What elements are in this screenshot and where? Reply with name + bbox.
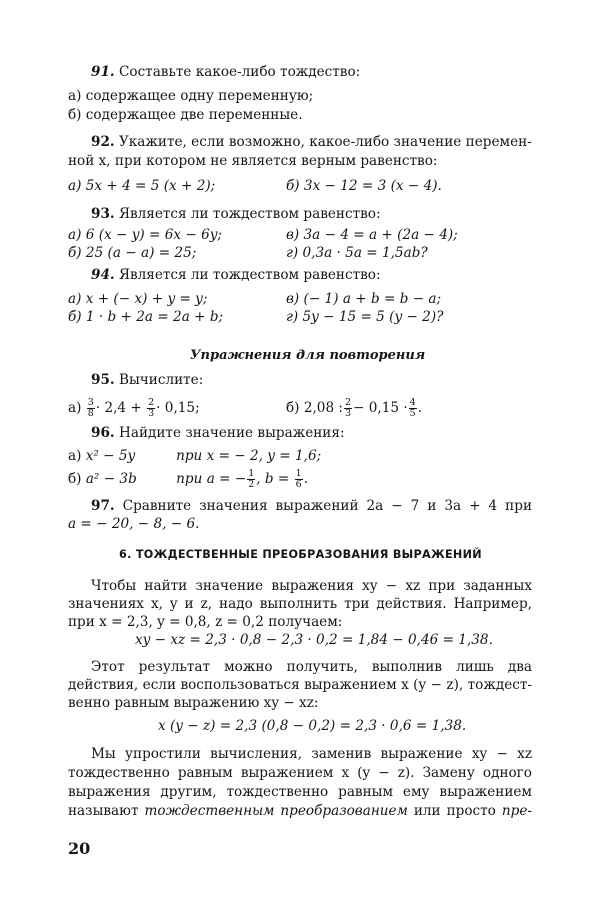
- fraction-denominator: 3: [148, 408, 155, 419]
- problem-96-text: Найдите значение выражения:: [118, 425, 345, 441]
- fraction-2-3: [344, 398, 352, 419]
- section-title: 6. ТОЖДЕСТВЕННЫЕ ПРЕОБРАЗОВАНИЯ ВЫРАЖЕНИЙ: [119, 548, 482, 561]
- problem-91-item-b: б) содержащее две переменные.: [68, 107, 303, 123]
- problem-96-b-condition-b: , b =: [256, 471, 290, 487]
- problem-93-item-g: г) 0,3a · 5a = 1,5ab?: [286, 245, 428, 261]
- fraction-numerator: 1: [295, 468, 302, 479]
- problem-96-b-end: .: [303, 471, 309, 487]
- problem-95-title: [91, 372, 203, 389]
- problem-92-text-line1: Укажите, если возможно, какое-либо значение перемен-: [118, 134, 532, 150]
- problem-94-title: [91, 267, 381, 284]
- problem-91-title: [91, 64, 360, 81]
- fraction-denominator: 2: [248, 479, 255, 490]
- problem-92-number: 92.: [91, 134, 115, 150]
- paragraph-1-line3: при x = 2,3, y = 0,8, z = 0,2 получаем:: [68, 614, 343, 630]
- paragraph-3-line2: тождественно равным выражением x (y − z). Замену одного: [68, 765, 532, 781]
- problem-96-b-label: б): [68, 471, 82, 487]
- paragraph-3-line4-end: пре-: [501, 803, 532, 819]
- problem-97-line1: [91, 498, 532, 515]
- problem-96-b-expression: a² − 3b: [85, 471, 137, 487]
- problem-93-text: Является ли тождеством равенство:: [118, 206, 381, 222]
- paragraph-2-formula: x (y − z) = 2,3 (0,8 − 0,2) = 2,3 · 0,6 = 1,38.: [158, 718, 467, 734]
- paragraph-3-line1: Мы упростили вычисления, заменив выражение xy − xz: [91, 746, 532, 762]
- fraction-denominator: 5: [409, 408, 416, 419]
- review-heading: Упражнения для повторения: [190, 348, 426, 363]
- fraction-numerator: 1: [248, 468, 255, 479]
- problem-95-b-label: б): [286, 400, 300, 416]
- problem-96-a-label: а): [68, 448, 82, 464]
- fraction-numerator: 4: [409, 397, 416, 408]
- problem-94-item-b: б) 1 · b + 2a = 2a + b;: [68, 309, 224, 325]
- problem-97-number: 97.: [91, 498, 115, 514]
- problem-91-text: Составьте какое-либо тождество:: [118, 64, 361, 80]
- problem-95-a-middle: · 2,4 +: [95, 400, 142, 416]
- paragraph-3-line4-start: называют: [68, 803, 139, 819]
- fraction-denominator: 8: [87, 408, 94, 419]
- problem-97-line2: a = − 20, − 8, − 6.: [68, 516, 200, 532]
- problem-93-item-b: б) 25 (a − a) = 25;: [68, 245, 197, 261]
- problem-96-item-b: [68, 466, 308, 492]
- problem-92-item-a: а) 5x + 4 = 5 (x + 2);: [68, 178, 216, 194]
- problem-91-item-a: а) содержащее одну переменную;: [68, 88, 314, 104]
- fraction-3-8: [87, 398, 95, 419]
- fraction-numerator: 2: [345, 397, 352, 408]
- paragraph-2-line3: венно равным выражению xy − xz:: [68, 695, 319, 711]
- paragraph-2-line2: действия, если воспользоваться выражением x (y − z), тождест-: [68, 677, 532, 693]
- problem-95-b-middle: − 0,15 ·: [353, 400, 408, 416]
- problem-95-item-b: [286, 396, 422, 420]
- paragraph-3-line4: [68, 803, 532, 820]
- problem-95-b-end: .: [417, 400, 423, 416]
- problem-93-item-a: а) 6 (x − y) = 6x − 6y;: [68, 227, 222, 243]
- fraction-1-2: [247, 469, 255, 490]
- problem-96-a-expression: x² − 5y: [85, 448, 136, 464]
- page-number: 20: [68, 839, 91, 858]
- fraction-2-3: [147, 398, 155, 419]
- paragraph-3-line3: выражения другим, тождественно равным ему выражением: [68, 784, 532, 800]
- problem-96-a-condition: при x = − 2, y = 1,6;: [176, 448, 322, 464]
- problem-96-title: [91, 425, 345, 442]
- problem-95-a-label: а): [68, 400, 82, 416]
- paragraph-1-formula: xy − xz = 2,3 · 0,8 − 2,3 · 0,2 = 1,84 − 0,46 = 1,38.: [135, 632, 493, 648]
- problem-93-title: [91, 206, 381, 223]
- paragraph-1-line2: значениях x, y и z, надо выполнить три действия. Например,: [68, 596, 532, 612]
- problem-95-a-end: · 0,15;: [156, 400, 200, 416]
- problem-94-item-a: а) x + (− x) + y = y;: [68, 291, 208, 307]
- problem-92-item-b: б) 3x − 12 = 3 (x − 4).: [286, 178, 442, 194]
- paragraph-1-line1: Чтобы найти значение выражения xy − xz при заданных: [91, 578, 532, 594]
- problem-91-number: 91.: [91, 64, 115, 80]
- problem-96-number: 96.: [91, 425, 115, 441]
- paragraph-3-line4-middle: или просто: [413, 803, 496, 819]
- problem-93-item-v: в) 3a − 4 = a + (2a − 4);: [286, 227, 458, 243]
- problem-94-number: 94.: [91, 267, 115, 283]
- problem-94-item-g: г) 5y − 15 = 5 (y − 2)?: [286, 309, 444, 325]
- problem-96-b-condition-a: при a = −: [176, 471, 247, 487]
- problem-92-title-line1: [91, 134, 532, 151]
- paragraph-3-term: тождественным преобразованием: [144, 803, 408, 819]
- problem-95-item-a: [68, 396, 200, 420]
- problem-92-title-line2: ной x, при котором не является верным равенство:: [68, 153, 438, 169]
- fraction-denominator: 3: [345, 408, 352, 419]
- fraction-denominator: 6: [295, 479, 302, 490]
- problem-95-text: Вычислите:: [118, 372, 204, 388]
- fraction-numerator: 2: [148, 397, 155, 408]
- problem-95-b-start: 2,08 :: [303, 400, 343, 416]
- problem-96-item-a: [68, 448, 321, 465]
- fraction-numerator: 3: [87, 397, 94, 408]
- fraction-4-5: [409, 398, 417, 419]
- paragraph-2-line1: Этот результат можно получить, выполнив лишь два: [91, 659, 532, 675]
- problem-95-number: 95.: [91, 372, 115, 388]
- problem-94-item-v: в) (− 1) a + b = b − a;: [286, 291, 442, 307]
- problem-97-text-line1: Сравните значения выражений 2a − 7 и 3a + 4 при: [122, 498, 533, 514]
- fraction-1-6: [295, 469, 303, 490]
- problem-94-text: Является ли тождеством равенство:: [118, 267, 381, 283]
- problem-93-number: 93.: [91, 206, 115, 222]
